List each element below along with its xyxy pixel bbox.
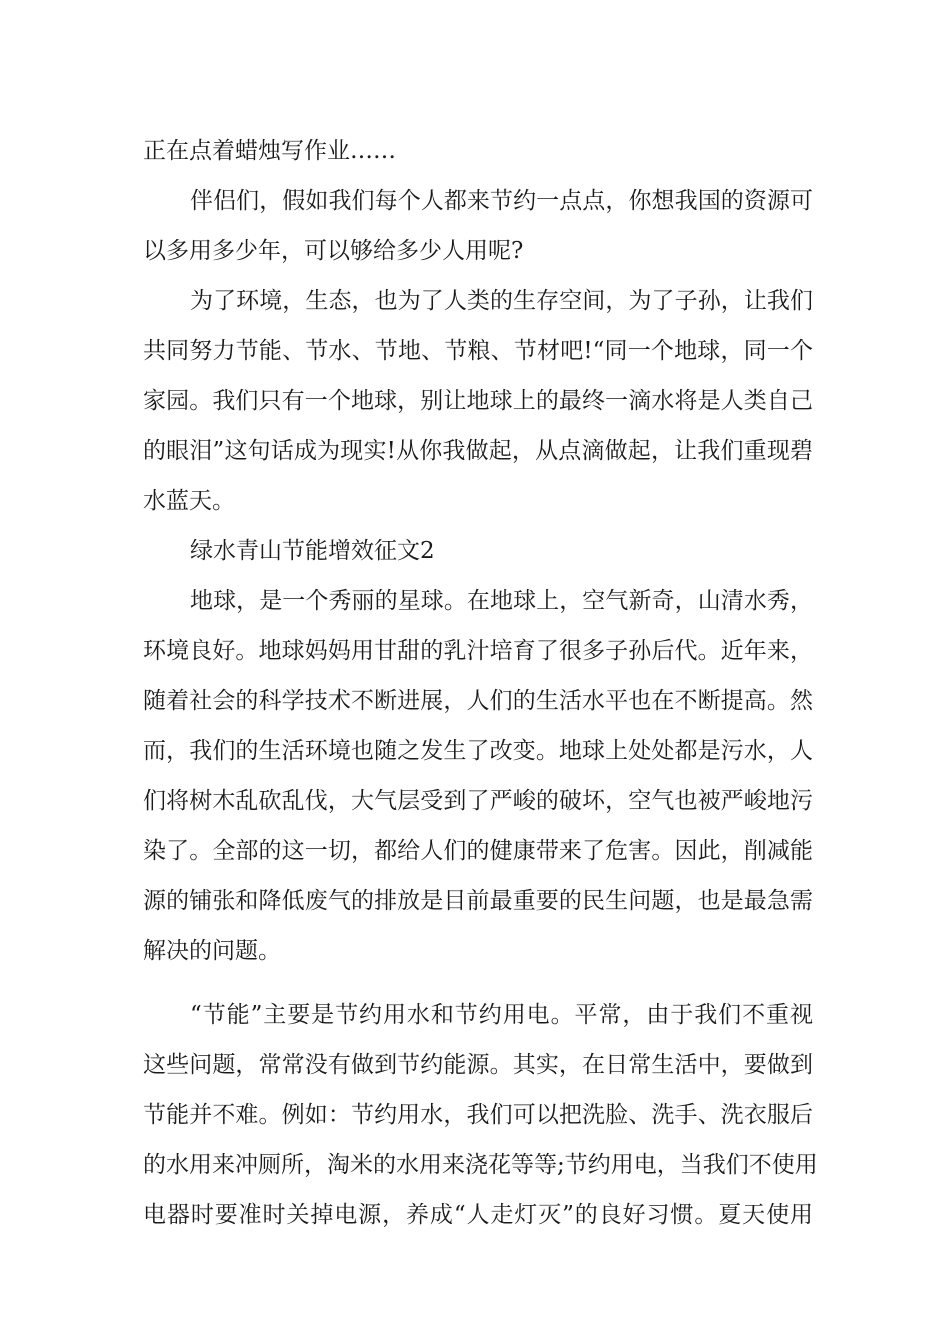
text-line: 节能并不难。例如：节约用水，我们可以把洗脸、洗手、洗衣服后 xyxy=(143,1102,813,1128)
text-line: 随着社会的科学技术不断进展，人们的生活水平也在不断提高。然 xyxy=(143,688,813,714)
text-line: 而，我们的生活环境也随之发生了改变。地球上处处都是污水，人 xyxy=(143,738,813,764)
text-line: 染了。全部的这一切，都给人们的健康带来了危害。因此，削减能 xyxy=(143,838,813,864)
text-line: 们将树木乱砍乱伐，大气层受到了严峻的破坏，空气也被严峻地污 xyxy=(143,788,813,814)
text-line: 共同努力节能、节水、节地、节粮、节材吧!“同一个地球，同一个 xyxy=(143,338,813,364)
text-line: 解决的问题。 xyxy=(143,938,281,964)
text-line: 的水用来冲厕所，淘米的水用来浇花等等;节约用电，当我们不使用 xyxy=(143,1152,818,1178)
text-line: 水蓝天。 xyxy=(143,488,235,514)
paragraph-first-line: 地球，是一个秀丽的星球。在地球上，空气新奇，山清水秀， xyxy=(190,588,813,614)
text-line: 的眼泪”这句话成为现实!从你我做起，从点滴做起，让我们重现碧 xyxy=(143,438,813,464)
text-line: 这些问题，常常没有做到节约能源。其实，在日常生活中，要做到 xyxy=(143,1052,813,1078)
paragraph-first-line: 伴侣们，假如我们每个人都来节约一点点，你想我国的资源可 xyxy=(190,188,813,214)
paragraph-first-line: 为了环境，生态，也为了人类的生存空间，为了子孙，让我们 xyxy=(190,288,813,314)
text-line: 源的铺张和降低废气的排放是目前最重要的民生问题，也是最急需 xyxy=(143,888,813,914)
section-heading: 绿水青山节能增效征文2 xyxy=(190,538,435,564)
paragraph-first-line: “节能”主要是节约用水和节约用电。平常，由于我们不重视 xyxy=(190,1002,813,1028)
text-line: 电器时要准时关掉电源，养成“人走灯灭”的良好习惯。夏天使用 xyxy=(143,1202,813,1228)
text-line: 家园。我们只有一个地球，别让地球上的最终一滴水将是人类自己 xyxy=(143,388,813,414)
text-line: 正在点着蜡烛写作业…… xyxy=(143,138,396,164)
text-line: 环境良好。地球妈妈用甘甜的乳汁培育了很多子孙后代。近年来， xyxy=(143,638,813,664)
text-line: 以多用多少年，可以够给多少人用呢? xyxy=(143,238,524,264)
